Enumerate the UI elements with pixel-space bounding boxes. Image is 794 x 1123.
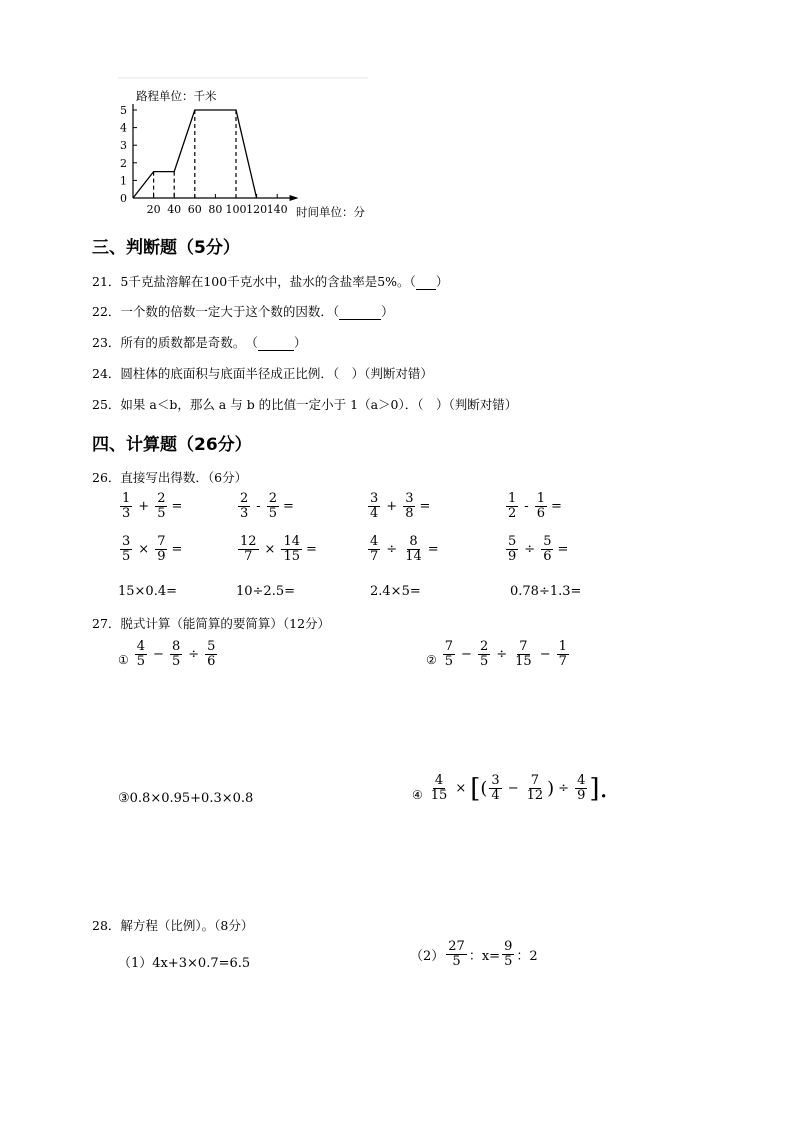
fraction: $\frac{1}{7}$ bbox=[558, 639, 567, 670]
fraction: $\frac{12}{7}$ bbox=[240, 534, 257, 565]
fraction: $\frac{3}{4}$ bbox=[491, 773, 500, 804]
x-tick-label: 120 bbox=[246, 203, 268, 216]
section-4-title: 四、计算题（26分） bbox=[92, 435, 252, 455]
y-tick-label: 5 bbox=[120, 104, 127, 117]
question-22-close: ） bbox=[381, 304, 394, 319]
fraction: $\frac{2}{5}$ bbox=[268, 491, 277, 522]
fraction: $\frac{2}{3}$ bbox=[240, 491, 249, 522]
operator: + bbox=[386, 499, 398, 515]
operator: × bbox=[264, 542, 276, 558]
mental-math-item bbox=[236, 492, 294, 522]
operator: ÷ bbox=[188, 647, 200, 663]
x-tick-label: 100 bbox=[225, 203, 247, 216]
question-23 bbox=[92, 333, 306, 351]
y-tick-label: 3 bbox=[120, 139, 127, 153]
mental-math-item bbox=[366, 535, 439, 565]
operator: × bbox=[455, 781, 467, 797]
fraction: $\frac{14}{15}$ bbox=[283, 534, 300, 565]
mental-math-item bbox=[504, 492, 562, 522]
answer-blank-22[interactable] bbox=[339, 304, 381, 320]
answer-blank-23[interactable] bbox=[258, 335, 294, 351]
question-21 bbox=[92, 272, 448, 290]
fraction: $\frac{7}{12}$ bbox=[526, 773, 544, 804]
mental-math-row-2 bbox=[118, 535, 678, 571]
y-axis-label: 路程单位：千米 bbox=[136, 89, 217, 103]
question-21-close: ） bbox=[435, 274, 449, 289]
mental-math-r3-4: 0.78÷1.3= bbox=[510, 584, 582, 599]
calc-problem-1 bbox=[118, 640, 219, 670]
question-23-close: ） bbox=[293, 335, 307, 350]
operator: + bbox=[138, 499, 150, 515]
mental-math-r3-1: 15×0.4= bbox=[118, 584, 178, 599]
fraction: $\frac{27}{5}$ bbox=[448, 939, 465, 970]
question-26: 26．直接写出得数．（6分） bbox=[92, 470, 248, 485]
fraction: $\frac{4}{9}$ bbox=[577, 773, 586, 804]
left-paren: ( bbox=[480, 778, 488, 800]
operator: − bbox=[539, 647, 551, 663]
equals-sign: = bbox=[550, 499, 562, 515]
problem-2-marker: ② bbox=[426, 652, 437, 667]
mental-math-item bbox=[118, 535, 182, 565]
question-24: 24．圆柱体的底面积与底面半径成正比例．（ ）（判断对错） bbox=[92, 366, 433, 381]
x-tick-label: 20 bbox=[146, 203, 161, 216]
question-22 bbox=[92, 302, 394, 320]
equation-2-label: （2） bbox=[410, 949, 445, 965]
operator: × bbox=[138, 542, 150, 558]
fraction: $\frac{8}{14}$ bbox=[405, 534, 422, 565]
mental-math-r3-3: 2.4×5= bbox=[370, 584, 421, 599]
equation-1: （1）4x+3×0.7=6.5 bbox=[118, 956, 251, 971]
x-tick-label: 140 bbox=[266, 203, 288, 216]
right-paren: ) bbox=[547, 778, 555, 800]
right-bracket: ]. bbox=[589, 773, 608, 804]
x-tick-label: 60 bbox=[187, 203, 202, 216]
equals-sign: = bbox=[171, 542, 183, 558]
fraction: $\frac{4}{7}$ bbox=[370, 534, 379, 565]
fraction: $\frac{7}{15}$ bbox=[515, 639, 532, 670]
section-3-title: 三、判断题（5分） bbox=[92, 238, 240, 258]
fraction: $\frac{5}{9}$ bbox=[508, 534, 517, 565]
distance-time-chart bbox=[114, 74, 374, 224]
ratio-end: ：2 bbox=[516, 949, 538, 965]
x-axis-label: 时间单位：分 bbox=[296, 205, 365, 219]
operator: - bbox=[524, 499, 529, 515]
equals-sign: = bbox=[306, 542, 317, 558]
mental-math-item bbox=[118, 492, 182, 522]
operator: ÷ bbox=[496, 647, 508, 663]
mental-math-r3-2: 10÷2.5= bbox=[236, 584, 296, 599]
x-tick-label: 80 bbox=[208, 203, 223, 216]
y-tick-label: 1 bbox=[120, 174, 127, 188]
fraction: $\frac{7}{5}$ bbox=[444, 639, 454, 670]
question-21-text: 21．5千克盐溶解在100千克水中，盐水的含盐率是5%。（ bbox=[92, 274, 416, 289]
fraction: $\frac{2}{5}$ bbox=[479, 639, 489, 670]
operator: − bbox=[153, 647, 164, 663]
fraction: $\frac{4}{15}$ bbox=[430, 773, 448, 804]
fraction: $\frac{1}{3}$ bbox=[122, 491, 131, 522]
equation-2 bbox=[410, 940, 538, 970]
left-bracket: [ bbox=[470, 773, 481, 804]
question-28: 28．解方程（比例）。（8分） bbox=[92, 918, 254, 933]
fraction: $\frac{5}{6}$ bbox=[543, 534, 552, 565]
mental-math-item bbox=[366, 492, 430, 522]
calc-problem-2 bbox=[426, 640, 571, 670]
problem-1-marker: ① bbox=[118, 652, 129, 667]
operator: - bbox=[256, 499, 261, 515]
fraction: $\frac{8}{5}$ bbox=[171, 639, 181, 670]
equals-sign: = bbox=[419, 499, 431, 515]
x-axis-arrow bbox=[290, 195, 299, 201]
operator: − bbox=[507, 781, 519, 797]
fraction: $\frac{4}{5}$ bbox=[136, 639, 146, 670]
fraction: $\frac{3}{8}$ bbox=[405, 491, 414, 522]
equals-sign: = bbox=[282, 499, 294, 515]
fraction: $\frac{5}{6}$ bbox=[207, 639, 216, 670]
fraction: $\frac{1}{2}$ bbox=[508, 491, 517, 522]
problem-4-marker: ④ bbox=[412, 787, 423, 802]
operator: ÷ bbox=[558, 781, 570, 797]
question-25: 25．如果 a＜b，那么 a 与 b 的比值一定小于 1（a＞0）．（ ）（判断对错） bbox=[92, 397, 518, 412]
equals-sign: = bbox=[427, 542, 439, 558]
equals-sign: = bbox=[171, 499, 183, 515]
calc-problem-3: ③0.8×0.95+0.3×0.8 bbox=[118, 791, 254, 806]
question-27: 27．脱式计算（能简算的要简算）（12分） bbox=[92, 616, 331, 631]
mental-math-item bbox=[504, 535, 568, 565]
y-tick-label: 0 bbox=[120, 192, 127, 205]
question-23-text: 23．所有的质数都是奇数。 （ bbox=[92, 335, 258, 350]
y-tick-label: 2 bbox=[120, 156, 127, 170]
calc-problem-4 bbox=[412, 774, 608, 804]
fraction: $\frac{9}{5}$ bbox=[504, 939, 513, 970]
operator: ÷ bbox=[386, 542, 398, 558]
fraction: $\frac{7}{9}$ bbox=[157, 534, 166, 565]
fraction: $\frac{1}{6}$ bbox=[536, 491, 545, 522]
operator: ÷ bbox=[524, 542, 536, 558]
y-tick-label: 4 bbox=[120, 121, 127, 135]
x-tick-label: 40 bbox=[167, 203, 182, 216]
mental-math-item bbox=[236, 535, 317, 565]
mental-math-row-1 bbox=[118, 492, 678, 528]
equals-sign: = bbox=[557, 542, 569, 558]
operator: − bbox=[461, 647, 472, 663]
fraction: $\frac{3}{5}$ bbox=[122, 534, 131, 565]
fraction: $\frac{3}{4}$ bbox=[370, 491, 379, 522]
answer-blank-21[interactable] bbox=[416, 274, 436, 290]
ratio-colon-x: ：x= bbox=[468, 949, 501, 965]
question-22-text: 22．一个数的倍数一定大于这个数的因数．（ bbox=[92, 304, 340, 319]
fraction: $\frac{2}{5}$ bbox=[157, 491, 166, 522]
